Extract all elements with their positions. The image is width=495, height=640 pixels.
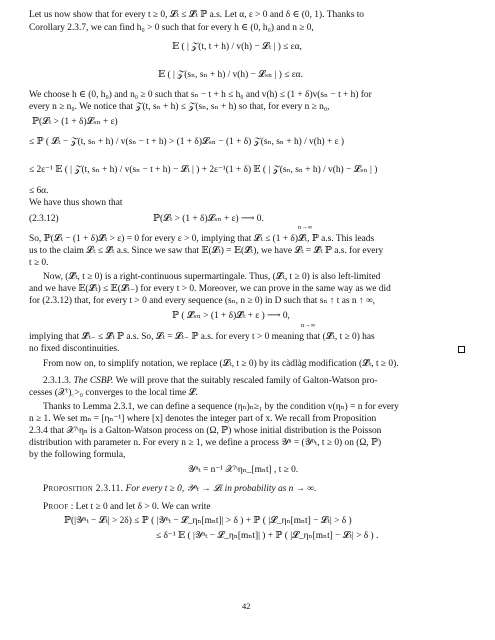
paragraph-line: Thanks to Lemma 2.3.1, we can define a sequence (ηₙ)ₙ≥₁ by the condition v(ηₙ) = n for every: [43, 402, 399, 412]
paragraph-line: 2.3.4 that 𝒳^ηₙ is a Galton-Watson process on (Ω, ℙ) whose initial distribution is the Poisson: [29, 426, 382, 436]
subsection-heading: [43, 376, 378, 387]
subsection-number: 2.3.1.3.: [43, 376, 72, 386]
paragraph-line: no fixed discontinuities.: [29, 344, 120, 354]
proposition: [43, 484, 316, 495]
paragraph-line: Corollary 2.3.7, we can find h₀ > 0 such that for every h ∈ (0, h₀) and n ≥ 0,: [29, 23, 314, 33]
page-number: 42: [242, 601, 251, 611]
proof-intro: [43, 502, 211, 513]
paragraph-line: We choose h ∈ (0, h₀) and n₀ ≥ 0 such that sₙ − t + h ≤ h₀ and v(h) ≤ (1 + δ)v(sₙ − t + h) for: [29, 90, 372, 100]
equation-limit: n→∞: [298, 224, 313, 231]
paragraph-line: t ≥ 0.: [29, 258, 49, 268]
equation-rescaled-process: 𝒴ⁿₜ = n⁻¹ 𝒳^ηₙ_[mₙt] , t ≥ 0.: [188, 465, 299, 475]
paragraph-line: distribution with parameter n. For every n ≥ 1, we define a process 𝒴ⁿ = (𝒴ⁿₜ, t ≥ 0) on (Ω, ℙ): [29, 438, 382, 448]
paragraph-line: Now, (𝓛̃ₜ, t ≥ 0) is a right-continuous supermartingale. Thus, (𝓛̃ₜ, t ≥ 0) is also left-limited: [43, 272, 381, 282]
paragraph-line: and we have 𝔼(𝓛̃ₜ) ≤ 𝔼(𝓛̃ₜ₋) for every t > 0. Moreover, we can prove in the same way as we did: [29, 284, 391, 294]
paragraph-line: us to the claim 𝓛ₜ ≤ 𝓛̃ₜ a.s. Since we saw that 𝔼(𝓛ₜ) = 𝔼(𝓛̃ₜ), we have 𝓛ₜ = 𝓛̃ₜ ℙ a.s. for every: [29, 246, 384, 256]
paragraph-line: From now on, to simplify notation, we replace (𝓛ₜ, t ≥ 0) by its càdlàg modification (𝓛̃ₜ, t ≥ 0).: [43, 359, 399, 369]
equation-expectation-sn: 𝔼 ( | 𝒵(sₙ, sₙ + h) / v(h) − 𝓛ₛₙ | ) ≤ εα.: [158, 70, 303, 80]
paragraph-line: for (2.3.12) that, for every t > 0 and every sequence (sₙ, n ≥ 0) in D such that sₙ ↑ t as n ↑ ∞,: [29, 296, 375, 306]
equation-2-3-12: ℙ(𝓛ₜ > (1 + δ)𝓛ₛₙ + ε) ⟶ 0.: [153, 214, 264, 224]
inequality-line: ≤ ℙ ( 𝓛ₜ − 𝒵(t, sₙ + h) / v(sₙ − t + h) > (1 + δ)𝓛ₛₙ − (1 + δ) 𝒵(sₙ, sₙ + h) / v(h) + ε ): [29, 137, 345, 147]
qed-box: [458, 346, 465, 353]
paragraph-line: cesses (𝒳ᶜ)꜀>₀ converges to the local time 𝓛.: [29, 388, 198, 398]
equation-expectation-t: 𝔼 ( | 𝒵(t, t + h) / v(h) − 𝓛ₜ | ) ≤ εα,: [172, 42, 302, 52]
equation-label: (2.3.12): [29, 214, 59, 224]
paragraph-line: We will prove that the suitably rescaled family of Galton-Watson pro-: [113, 376, 378, 386]
equation-left-limit: ℙ ( 𝓛̃ₛₙ > (1 + δ)𝓛̃ₜ + ε ) ⟶ 0,: [172, 311, 290, 321]
inequality-line: ≤ 2ε⁻¹ 𝔼 ( | 𝒵(t, sₙ + h) / v(sₙ − t + h) − 𝓛ₜ | ) + 2ε⁻¹(1 + δ) 𝔼 ( | 𝒵(sₙ, sₙ + h) / v(h) − 𝓛ₛₙ | ): [29, 165, 378, 175]
paragraph-line: We have thus shown that: [29, 198, 123, 208]
paragraph-line: implying that 𝓛̃ₜ₋ ≤ 𝓛̃ₜ ℙ a.s. So, 𝓛ₜ = 𝓛ₜ₋ ℙ a.s. for every t > 0 meaning that (𝓛̃ₜ, t ≥ 0) has: [29, 332, 375, 342]
proposition-label: Proposition 2.3.11.: [43, 484, 124, 494]
inequality-line: ≤ 6α.: [29, 186, 49, 196]
proposition-statement: For every t ≥ 0, 𝒴ⁿₜ → 𝓛ₜ in probability as n → ∞.: [125, 484, 317, 494]
paragraph-line: Let us now show that for every t ≥ 0, 𝓛ₜ ≤ 𝓛̃ₜ ℙ a.s. Let α, ε > 0 and δ ∈ (0, 1). Thanks to: [29, 10, 364, 20]
paragraph-line: by the following formula,: [29, 450, 126, 460]
paragraph-line: n ≥ 1. We set mₙ = [ηₙ⁻¹] where [x] denotes the integer part of x. We recall from Proposition: [29, 414, 377, 424]
paragraph-line: every n ≥ n₀. We notice that 𝒵(t, sₙ + h) ≤ 𝒵(sₙ, sₙ + h) so that, for every n ≥ n₀,: [29, 102, 330, 112]
proof-equation-line: ℙ(|𝒴ⁿₜ − 𝓛ₜ| > 2δ) ≤ ℙ ( |𝒴ⁿₜ − 𝓛_ηₙ[mₙt]| > δ ) + ℙ ( |𝓛_ηₙ[mₙt] − 𝓛ₜ| > δ ): [64, 516, 352, 526]
proof-equation-line: ≤ δ⁻¹ 𝔼 ( |𝒴ⁿₜ − 𝓛_ηₙ[mₙt]| ) + ℙ ( |𝓛_ηₙ[mₙt] − 𝓛ₜ| > δ ) .: [156, 531, 379, 541]
proof-text: : Let t ≥ 0 and let δ > 0. We can write: [70, 502, 211, 512]
equation-limit: n→∞: [301, 322, 316, 329]
paragraph-line: So, ℙ(𝓛ₜ − (1 + δ)𝓛̃ₜ > ε) = 0 for every ε > 0, implying that 𝓛ₜ ≤ (1 + δ)𝓛̃ₜ, ℙ a.s. This leads: [29, 234, 375, 244]
subsection-title: The CSBP.: [73, 376, 114, 386]
proof-label: Proof: [43, 502, 69, 512]
inequality-line: ℙ(𝓛ₜ > (1 + δ)𝓛ₛₙ + ε): [32, 117, 118, 127]
